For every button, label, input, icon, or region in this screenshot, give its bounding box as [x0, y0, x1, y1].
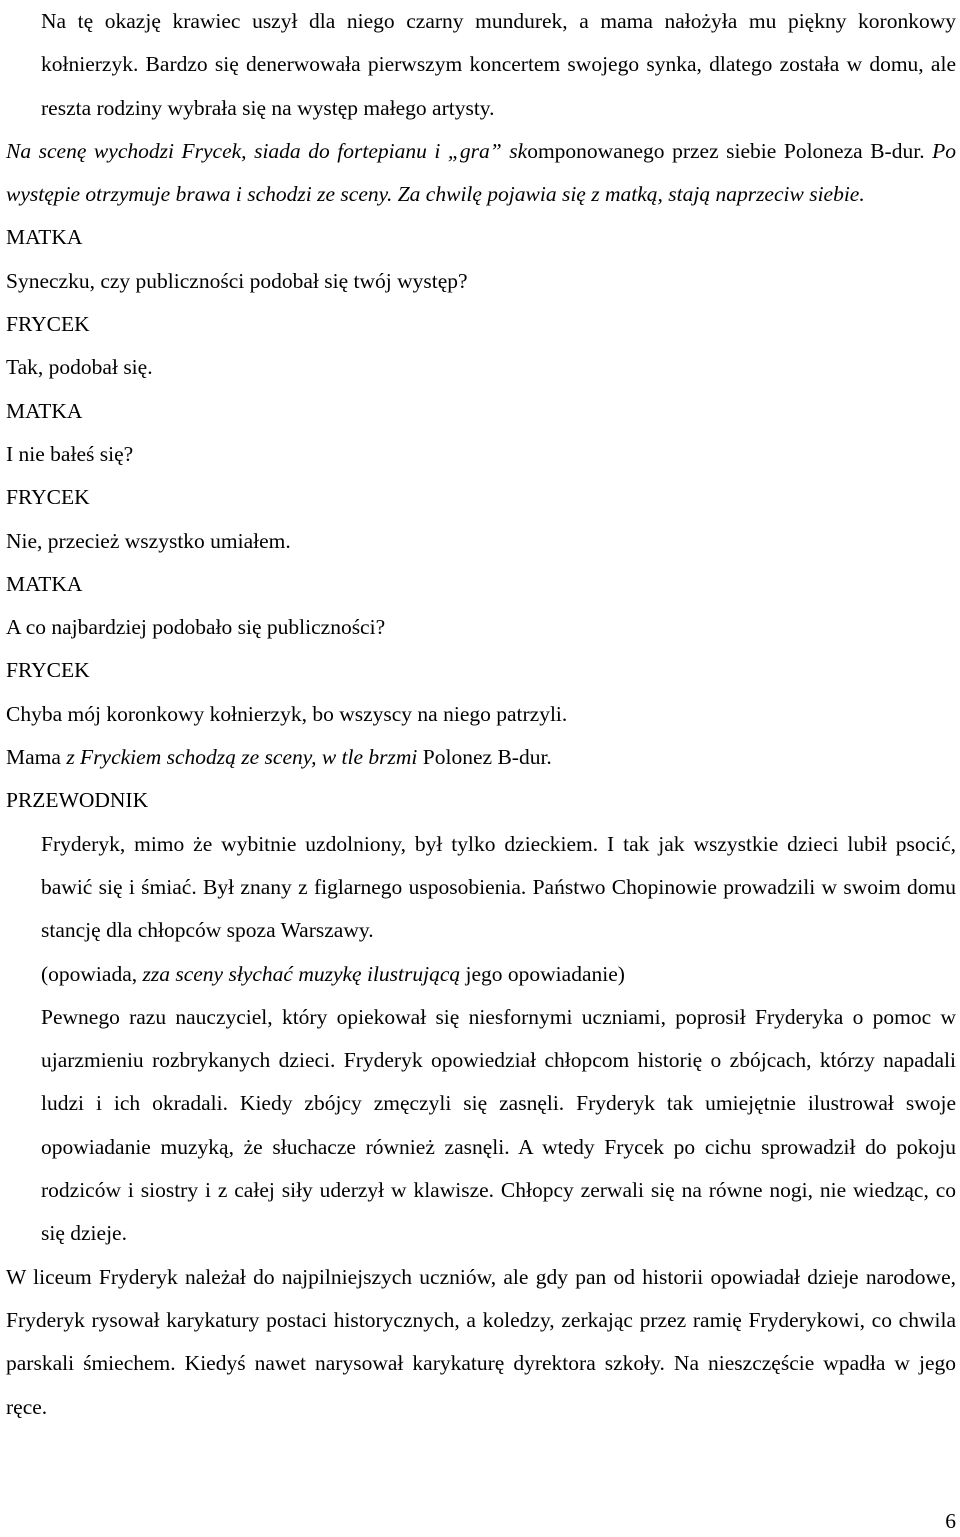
stage-direction-italic-2: Po występie otrzymuje brawa i schodzi ze sceny. Za chwilę pojawia się z matką, stają naprzeciw siebie. — [6, 138, 957, 207]
stage-direction-regular-2: Polonez B-dur. — [417, 745, 552, 770]
intro-paragraph: Na tę okazję krawiec uszył dla niego czarny mundurek, a mama nałożyła mu piękny koronkowy kołnierzyk. Bardzo się denerwowała pierwszym koncertem swojego synka, dlatego została w domu, ale reszta rodziny wybrała się na występ małego artysty. — [41, 9, 956, 120]
speaker-name: MATKA — [6, 225, 83, 250]
stage-direction-italic: z Fryckiem schodzą ze sceny, w tle brzmi — [66, 745, 418, 770]
stage-direction-regular-2: jego opowiadanie) — [460, 961, 625, 986]
stage-direction-regular: omponowanego przez siebie Poloneza B-dur. — [527, 138, 925, 163]
dialogue-line: Tak, podobał się. — [6, 355, 153, 380]
document-body — [6, 0, 956, 1429]
page-number: 6 — [945, 1509, 956, 1533]
dialogue-line: A co najbardziej podobało się publiczności? — [6, 615, 386, 640]
speaker-name: FRYCEK — [6, 485, 90, 510]
stage-direction-regular: (opowiada, — [41, 961, 143, 986]
dialogue-line: Nie, przecież wszystko umiałem. — [6, 528, 291, 553]
speaker-name: FRYCEK — [6, 312, 90, 337]
narrator-paragraph-3: W liceum Fryderyk należał do najpilniejszych uczniów, ale gdy pan od historii opowiadał dzieje narodowe, Fryderyk rysował karykatury postaci historycznych, a koledzy, zerkając przez ramię Fryderykowi, co chwila parskali śmiechem. Kiedyś nawet narysował karykaturę dyrektora szkoły. Na nieszczęście wpadła w jego ręce. — [6, 1264, 956, 1419]
speaker-name: FRYCEK — [6, 658, 90, 683]
speaker-name: MATKA — [6, 571, 83, 596]
dialogue-block — [6, 216, 956, 736]
stage-direction-italic: Na scenę wychodzi Frycek, siada do fortepianu i „gra” sk — [6, 138, 528, 163]
dialogue-line: Chyba mój koronkowy kołnierzyk, bo wszyscy na niego patrzyli. — [6, 701, 568, 726]
stage-direction-regular: Mama — [6, 745, 67, 770]
narrator-paragraph-2: Pewnego razu nauczyciel, który opiekował się niesfornymi uczniami, poprosił Fryderyka o pomoc w ujarzmieniu rozbrykanych dzieci. Fryderyk opowiedział chłopcom historię o zbójcach, którzy napadali ludzi i ich okradali. Kiedy zbójcy zmęczyli się zasnęli. Fryderyk tak umiejętnie ilustrował swoje opowiadanie muzyką, że słuchacze również zasnęli. A wtedy Frycek po cichu sprowadził do pokoju rodziców i siostry i z całej siły uderzył w klawisze. Chłopcy zerwali się na równe nogi, nie wiedząc, co się dzieje. — [41, 1004, 956, 1246]
stage-direction-italic: zza sceny słychać muzykę ilustrującą — [142, 961, 461, 986]
dialogue-line: Syneczku, czy publiczności podobał się twój występ? — [6, 268, 468, 293]
speaker-name-narrator: PRZEWODNIK — [6, 788, 149, 813]
stage-direction-entrance — [6, 130, 956, 217]
narrator-paragraph-1: Fryderyk, mimo że wybitnie uzdolniony, był tylko dzieckiem. I tak jak wszystkie dzieci lubił psocić, bawić się i śmiać. Był znany z figlarnego usposobienia. Państwo Chopinowie prowadzili w swoim domu stancję dla chłopców spoza Warszawy. — [41, 831, 956, 943]
dialogue-line: I nie bałeś się? — [6, 441, 134, 466]
stage-direction-exit — [6, 736, 956, 779]
speaker-name: MATKA — [6, 398, 83, 423]
narrator-stage-direction — [6, 953, 956, 996]
